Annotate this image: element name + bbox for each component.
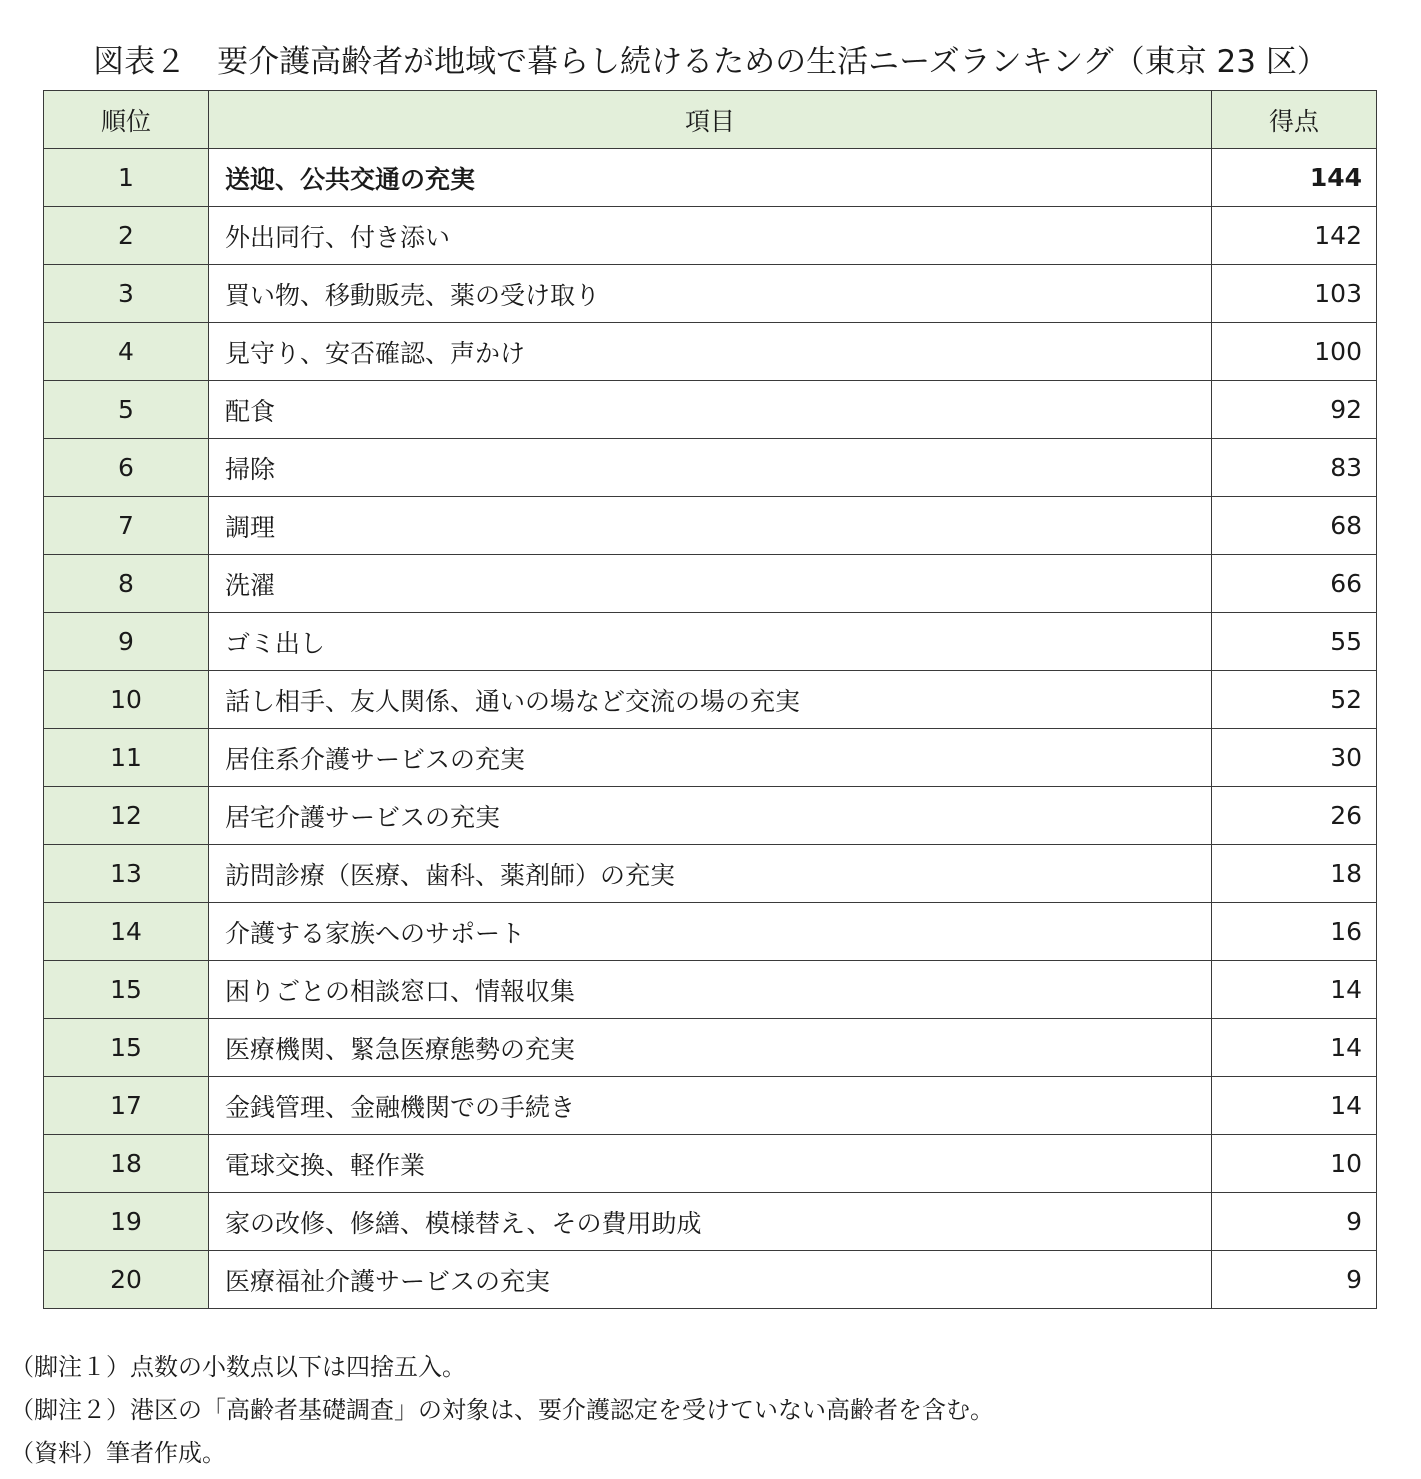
table-header-row	[44, 91, 1377, 149]
item-cell: 配食	[209, 381, 1212, 439]
table-body	[44, 149, 1377, 1309]
header-item: 項目	[209, 91, 1212, 149]
table-row	[44, 1135, 1377, 1193]
rank-cell: 1	[44, 149, 209, 207]
rank-cell: 4	[44, 323, 209, 381]
score-cell: 26	[1212, 787, 1377, 845]
item-cell: 話し相手、友人関係、通いの場など交流の場の充実	[209, 671, 1212, 729]
item-cell: 掃除	[209, 439, 1212, 497]
rank-cell: 2	[44, 207, 209, 265]
table-row	[44, 381, 1377, 439]
score-cell: 9	[1212, 1251, 1377, 1309]
item-cell: 困りごとの相談窓口、情報収集	[209, 961, 1212, 1019]
score-cell: 103	[1212, 265, 1377, 323]
source-note: （資料）筆者作成。	[10, 1439, 226, 1467]
table-row	[44, 1077, 1377, 1135]
table-row	[44, 961, 1377, 1019]
score-cell: 83	[1212, 439, 1377, 497]
rank-cell: 20	[44, 1251, 209, 1309]
item-cell: 調理	[209, 497, 1212, 555]
rank-cell: 8	[44, 555, 209, 613]
footnote-1: （脚注１）点数の小数点以下は四捨五入。	[10, 1353, 466, 1381]
footnote-2: （脚注２）港区の「高齢者基礎調査」の対象は、要介護認定を受けていない高齢者を含む。	[10, 1396, 994, 1424]
rank-cell: 17	[44, 1077, 209, 1135]
rank-cell: 12	[44, 787, 209, 845]
ranking-table	[43, 90, 1377, 1309]
table-row	[44, 207, 1377, 265]
score-cell: 52	[1212, 671, 1377, 729]
rank-cell: 19	[44, 1193, 209, 1251]
table-row	[44, 613, 1377, 671]
score-cell: 66	[1212, 555, 1377, 613]
item-cell: 金銭管理、金融機関での手続き	[209, 1077, 1212, 1135]
rank-cell: 11	[44, 729, 209, 787]
score-cell: 92	[1212, 381, 1377, 439]
score-cell: 14	[1212, 1077, 1377, 1135]
table-row	[44, 149, 1377, 207]
item-cell: 電球交換、軽作業	[209, 1135, 1212, 1193]
item-cell: 医療機関、緊急医療態勢の充実	[209, 1019, 1212, 1077]
table-row	[44, 903, 1377, 961]
table-row	[44, 1251, 1377, 1309]
item-cell: ゴミ出し	[209, 613, 1212, 671]
score-cell: 30	[1212, 729, 1377, 787]
score-cell: 100	[1212, 323, 1377, 381]
rank-cell: 9	[44, 613, 209, 671]
rank-cell: 14	[44, 903, 209, 961]
score-cell: 55	[1212, 613, 1377, 671]
table-row	[44, 1019, 1377, 1077]
rank-cell: 3	[44, 265, 209, 323]
header-rank: 順位	[44, 91, 209, 149]
rank-cell: 13	[44, 845, 209, 903]
score-cell: 16	[1212, 903, 1377, 961]
rank-cell: 7	[44, 497, 209, 555]
table-row	[44, 1193, 1377, 1251]
score-cell: 14	[1212, 961, 1377, 1019]
table-row	[44, 439, 1377, 497]
rank-cell: 15	[44, 1019, 209, 1077]
rank-cell: 6	[44, 439, 209, 497]
figure-title: 図表２ 要介護高齢者が地域で暮らし続けるための生活ニーズランキング（東京 23 区）	[93, 44, 1328, 80]
header-score: 得点	[1212, 91, 1377, 149]
table-row	[44, 323, 1377, 381]
score-cell: 142	[1212, 207, 1377, 265]
rank-cell: 15	[44, 961, 209, 1019]
score-cell: 9	[1212, 1193, 1377, 1251]
item-cell: 居住系介護サービスの充実	[209, 729, 1212, 787]
item-cell: 医療福祉介護サービスの充実	[209, 1251, 1212, 1309]
item-cell: 買い物、移動販売、薬の受け取り	[209, 265, 1212, 323]
rank-cell: 5	[44, 381, 209, 439]
item-cell: 見守り、安否確認、声かけ	[209, 323, 1212, 381]
score-cell: 144	[1212, 149, 1377, 207]
item-cell: 洗濯	[209, 555, 1212, 613]
score-cell: 14	[1212, 1019, 1377, 1077]
table-row	[44, 555, 1377, 613]
table-row	[44, 729, 1377, 787]
item-cell: 居宅介護サービスの充実	[209, 787, 1212, 845]
table-row	[44, 497, 1377, 555]
item-cell: 送迎、公共交通の充実	[209, 149, 1212, 207]
rank-cell: 18	[44, 1135, 209, 1193]
table-row	[44, 671, 1377, 729]
footnotes	[10, 1346, 1410, 1475]
table-row	[44, 265, 1377, 323]
item-cell: 外出同行、付き添い	[209, 207, 1212, 265]
table-row	[44, 845, 1377, 903]
rank-cell: 10	[44, 671, 209, 729]
score-cell: 68	[1212, 497, 1377, 555]
item-cell: 介護する家族へのサポート	[209, 903, 1212, 961]
score-cell: 10	[1212, 1135, 1377, 1193]
item-cell: 訪問診療（医療、歯科、薬剤師）の充実	[209, 845, 1212, 903]
score-cell: 18	[1212, 845, 1377, 903]
item-cell: 家の改修、修繕、模様替え、その費用助成	[209, 1193, 1212, 1251]
table-row	[44, 787, 1377, 845]
